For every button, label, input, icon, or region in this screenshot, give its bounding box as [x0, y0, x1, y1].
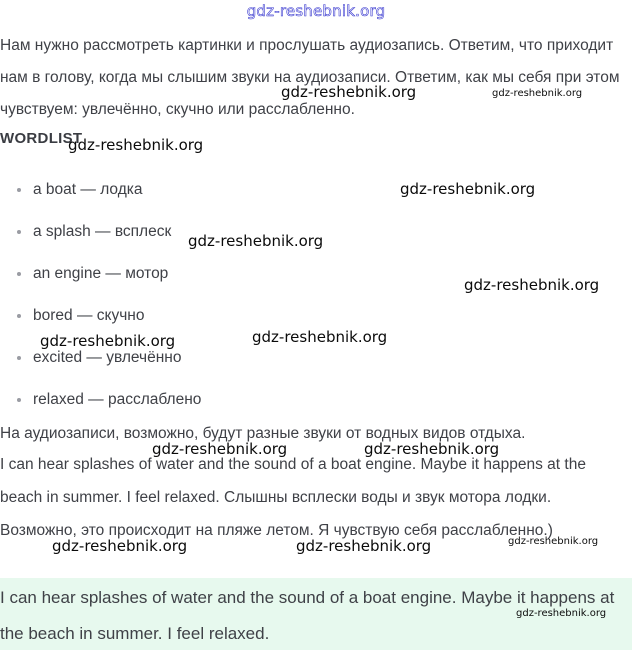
watermark: gdz-reshebnik.org — [152, 440, 288, 458]
watermark: gdz-reshebnik.org — [40, 332, 176, 350]
intro-paragraph: Нам нужно рассмотреть картинки и прослушать аудиозапись. Ответим, что приходит нам в голову, когда мы слышим звуки на аудиозаписи. Ответим, как мы себя при этом чувствуем: увлечённо, скучно или расслабленно. — [0, 37, 620, 118]
wordlist-item — [0, 256, 201, 298]
wordlist-item-text: a boat — лодка — [33, 181, 143, 198]
bullet-icon — [17, 314, 21, 318]
watermark: gdz-reshebnik.org — [364, 440, 500, 458]
watermark: gdz-reshebnik.org — [508, 536, 599, 547]
watermark: gdz-reshebnik.org — [296, 537, 432, 555]
bullet-icon — [17, 356, 21, 360]
watermark: gdz-reshebnik.org — [52, 537, 188, 555]
wordlist-item-text: an engine — мотор — [33, 265, 169, 282]
wordlist-item-text: bored — скучно — [33, 307, 145, 324]
wordlist-item-text: excited — увлечённо — [33, 349, 182, 366]
bullet-icon — [17, 398, 21, 402]
wordlist-item — [0, 172, 201, 214]
wordlist-title: WORDLIST — [0, 130, 83, 147]
watermark: gdz-reshebnik.org — [516, 608, 607, 619]
watermark: gdz-reshebnik.org — [68, 136, 204, 154]
answer-with-translation: I can hear splashes of water and the sound of a boat engine. Maybe it happens at the beach in summer. I feel relaxed. Слышны всплески воды и звук мотора лодки. Возможно, это происходит на пляже летом. Я чувствую себя расслабленно.) — [0, 456, 586, 539]
note-paragraph: На аудиозаписи, возможно, будут разные звуки от водных видов отдыха. — [0, 425, 526, 442]
bullet-icon — [17, 272, 21, 276]
watermark: gdz-reshebnik.org — [400, 180, 536, 198]
watermark: gdz-reshebnik.org — [281, 83, 417, 101]
watermark: gdz-reshebnik.org — [492, 88, 583, 99]
wordlist-item-text: a splash — всплеск — [33, 223, 172, 240]
watermark: gdz-reshebnik.org — [188, 232, 324, 250]
answer-highlight-text: I can hear splashes of water and the sound of a boat engine. Maybe it happens at the beach in summer. I feel relaxed. — [0, 588, 615, 643]
watermark: gdz-reshebnik.org — [252, 328, 388, 346]
header-watermark: gdz-reshebnik.org — [246, 2, 386, 20]
watermark: gdz-reshebnik.org — [464, 276, 600, 294]
bullet-icon — [17, 188, 21, 192]
wordlist-item-text: relaxed — расслаблено — [33, 391, 202, 408]
wordlist — [0, 172, 201, 424]
bullet-icon — [17, 230, 21, 234]
wordlist-item — [0, 214, 201, 256]
